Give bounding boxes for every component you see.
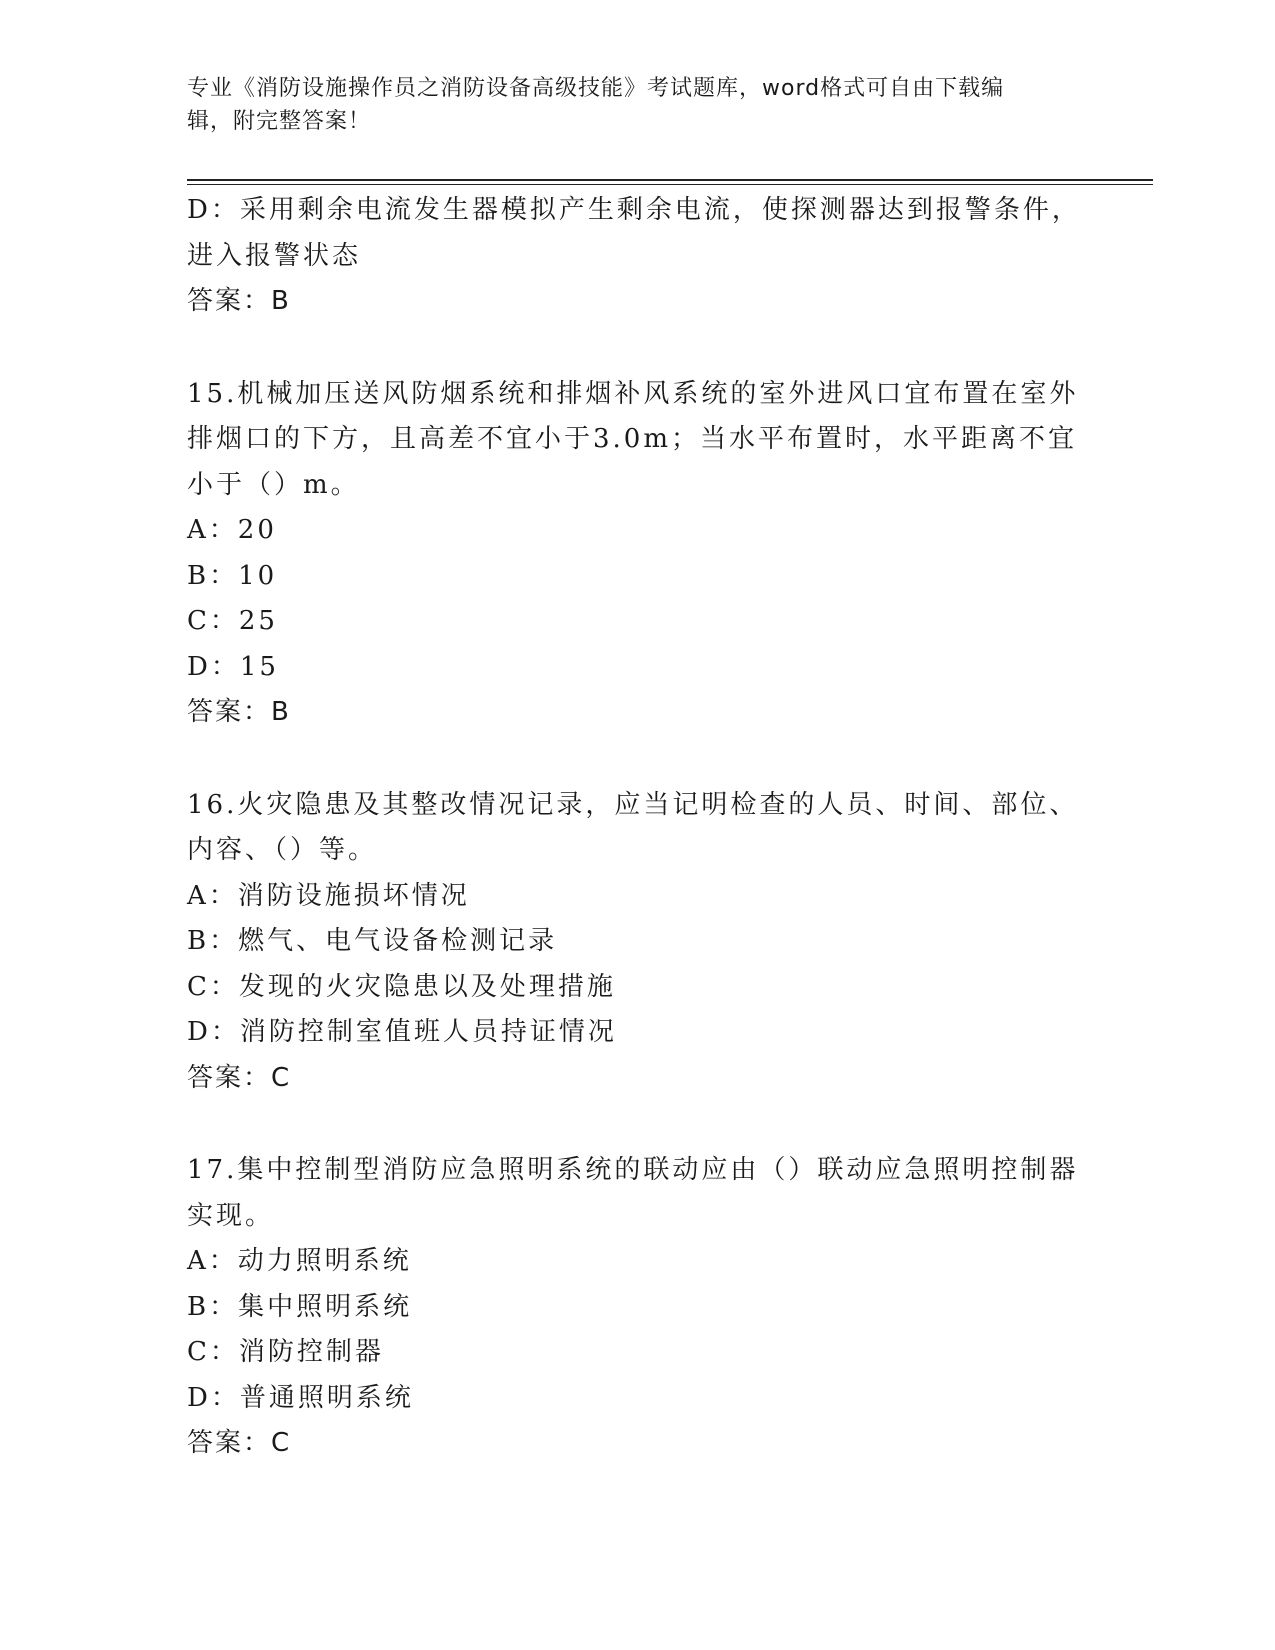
question-17 xyxy=(187,1148,1087,1467)
option-a: A：消防设施损坏情况 xyxy=(187,880,470,911)
question-stem-line: 排烟口的下方，且高差不宜小于3.0m；当水平布置时，水平距离不宜 xyxy=(187,424,1078,454)
answer-line: 答案：B xyxy=(187,286,291,316)
answer-line: 答案：B xyxy=(187,697,291,727)
option-b: B：燃气、电气设备检测记录 xyxy=(187,926,558,956)
answer-line: 答案：C xyxy=(187,1062,292,1093)
option-c: C：消防控制器 xyxy=(187,1337,384,1367)
header-line-2: 辑，附完整答案！ xyxy=(187,109,372,134)
question-stem-line: 小于（）m。 xyxy=(187,469,360,500)
header-line-1: 专业《消防设施操作员之消防设备高级技能》考试题库，word格式可自由下载编 xyxy=(187,76,1005,101)
spacer xyxy=(187,325,1087,372)
question-15 xyxy=(187,372,1087,736)
question-stem-line: 15.机械加压送风防烟系统和排烟补风系统的室外进风口宜布置在室外 xyxy=(187,378,1079,409)
document-header xyxy=(187,72,1067,138)
question-content xyxy=(187,188,1087,1467)
option-a: A：20 xyxy=(187,515,277,545)
question-stem-line: 17.集中控制型消防应急照明系统的联动应由（）联动应急照明控制器 xyxy=(187,1155,1079,1185)
spacer xyxy=(187,1101,1087,1148)
option-b: B：10 xyxy=(187,560,278,591)
option-d: D：采用剩余电流发生器模拟产生剩余电流，使探测器达到报警条件， xyxy=(187,195,1081,225)
previous-question-tail xyxy=(187,188,1087,325)
question-stem-line: 实现。 xyxy=(187,1200,275,1231)
header-divider-thick xyxy=(187,179,1153,181)
option-a: A：动力照明系统 xyxy=(187,1246,412,1276)
option-b: B：集中照明系统 xyxy=(187,1291,413,1322)
option-d: D：消防控制室值班人员持证情况 xyxy=(187,1017,617,1047)
option-d: D：普通照明系统 xyxy=(187,1382,414,1413)
answer-line: 答案：C xyxy=(187,1428,292,1458)
option-d: D：15 xyxy=(187,651,279,682)
option-c: C：发现的火灾隐患以及处理措施 xyxy=(187,971,616,1002)
question-16 xyxy=(187,783,1087,1102)
option-d-continued: 进入报警状态 xyxy=(187,240,362,271)
question-stem-line: 内容、（）等。 xyxy=(187,835,378,865)
question-stem-line: 16.火灾隐患及其整改情况记录，应当记明检查的人员、时间、部位、 xyxy=(187,789,1079,820)
option-c: C：25 xyxy=(187,606,278,636)
header-divider-thin xyxy=(187,184,1153,185)
spacer xyxy=(187,736,1087,783)
